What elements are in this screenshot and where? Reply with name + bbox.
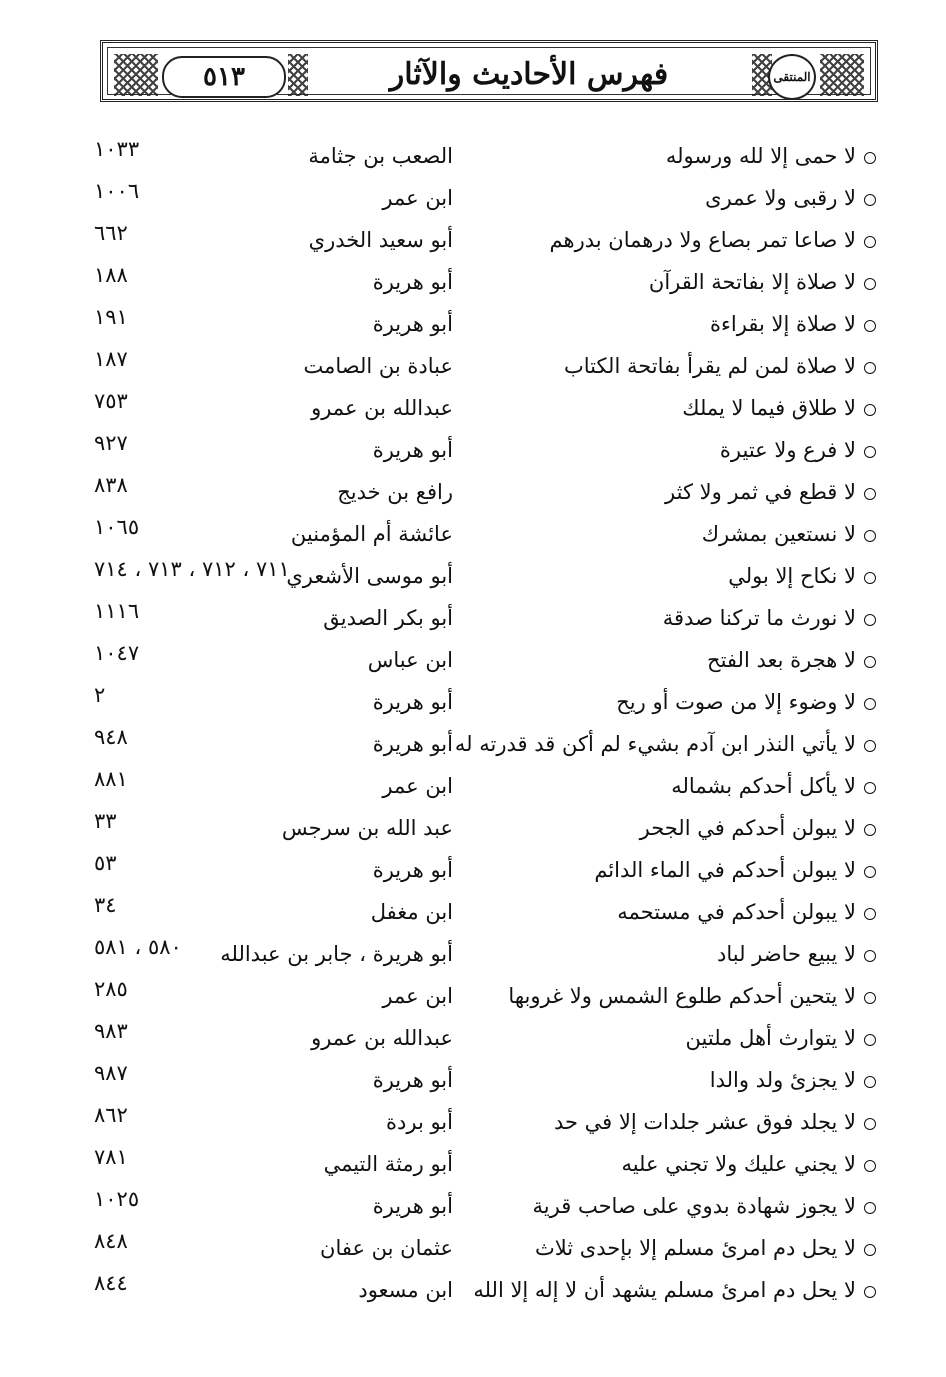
bullet-icon	[864, 152, 876, 164]
hadith-text	[516, 474, 876, 510]
hadith-text	[516, 264, 876, 300]
hadith-label: لا صاعا تمر بصاع ولا درهمان بدرهم	[549, 228, 856, 252]
hadith-label: لا يبولن أحدكم في مستحمه	[617, 900, 856, 924]
hadith-label: لا يحل دم امرئ مسلم يشهد أن لا إله إلا الله	[473, 1278, 856, 1302]
hadith-label: لا نورث ما تركنا صدقة	[662, 606, 856, 630]
hadith-text	[516, 936, 876, 972]
bullet-icon	[864, 866, 876, 878]
bullet-icon	[864, 1244, 876, 1256]
hadith-text	[516, 180, 876, 216]
reference-number: ٩٤٨	[94, 725, 128, 749]
narrator-name: ابن مسعود	[358, 1278, 453, 1302]
hadith-label: لا وضوء إلا من صوت أو ريح	[616, 690, 856, 714]
reference-number: ٥٨٠ ، ٥٨١	[94, 935, 182, 959]
hadith-text	[516, 1020, 876, 1056]
bullet-icon	[864, 1034, 876, 1046]
reference-number: ١٩١	[94, 305, 128, 329]
hadith-label: لا يجلد فوق عشر جلدات إلا في حد	[553, 1110, 856, 1134]
ornament-left-inner-icon	[288, 54, 308, 96]
narrator-name: ابن مغفل	[370, 900, 453, 924]
hadith-text	[473, 1272, 876, 1308]
reference-number: ٧٨١	[94, 1145, 128, 1169]
hadith-text	[516, 306, 876, 342]
narrator-name: أبو موسى الأشعري	[286, 564, 453, 588]
bullet-icon	[864, 1118, 876, 1130]
bullet-icon	[864, 1076, 876, 1088]
hadith-text	[516, 894, 876, 930]
hadith-label: لا يبولن أحدكم في الماء الدائم	[594, 858, 856, 882]
narrator-name: أبو رمثة التيمي	[323, 1152, 453, 1176]
hadith-text	[516, 1146, 876, 1182]
narrator-name: أبو هريرة	[372, 1194, 453, 1218]
reference-number: ١٠٦٥	[94, 515, 140, 539]
ornament-right-icon	[820, 54, 864, 96]
hadith-label: لا يبولن أحدكم في الجحر	[639, 816, 856, 840]
hadith-label: لا يجوز شهادة بدوي على صاحب قرية	[532, 1194, 856, 1218]
hadith-label: لا صلاة إلا بقراءة	[710, 312, 856, 336]
hadith-text	[516, 1104, 876, 1140]
reference-number: ٦٦٢	[94, 221, 128, 245]
narrator-name: أبو هريرة ، جابر بن عبدالله	[220, 942, 453, 966]
hadith-label: لا يتحين أحدكم طلوع الشمس ولا غروبها	[508, 984, 856, 1008]
hadith-label: لا يحل دم امرئ مسلم إلا بإحدى ثلاث	[534, 1236, 856, 1260]
narrator-name: أبو هريرة	[372, 732, 453, 756]
reference-number: ٧٥٣	[94, 389, 128, 413]
reference-number: ٨٤٤	[94, 1271, 128, 1295]
hadith-label: لا طلاق فيما لا يملك	[682, 396, 856, 420]
reference-number: ١٠٢٥	[94, 1187, 140, 1211]
hadith-label: لا حمى إلا لله ورسوله	[665, 144, 856, 168]
hadith-text	[516, 1188, 876, 1224]
hadith-label: لا نستعين بمشرك	[701, 522, 856, 546]
hadith-label: لا صلاة إلا بفاتحة القرآن	[648, 270, 856, 294]
hadith-text	[516, 348, 876, 384]
bullet-icon	[864, 278, 876, 290]
bullet-icon	[864, 740, 876, 752]
hadith-text	[516, 1062, 876, 1098]
reference-number: ٨٨١	[94, 767, 128, 791]
hadith-label: لا هجرة بعد الفتح	[707, 648, 856, 672]
reference-number: ٣٣	[94, 809, 117, 833]
bullet-icon	[864, 404, 876, 416]
hadith-label: لا يأتي النذر ابن آدم بشيء لم أكن قد قدرته له	[454, 732, 856, 756]
narrator-name: عثمان بن عفان	[320, 1236, 453, 1260]
header-frame	[107, 47, 871, 95]
bullet-icon	[864, 782, 876, 794]
reference-number: ١١١٦	[94, 599, 140, 623]
bullet-icon	[864, 1160, 876, 1172]
bullet-icon	[864, 908, 876, 920]
narrator-name: أبو هريرة	[372, 858, 453, 882]
bullet-icon	[864, 236, 876, 248]
bullet-icon	[864, 992, 876, 1004]
reference-number: ١٠٠٦	[94, 179, 140, 203]
bullet-icon	[864, 488, 876, 500]
hadith-label: لا نكاح إلا بولي	[728, 564, 856, 588]
hadith-text	[516, 642, 876, 678]
reference-number: ٩٢٧	[94, 431, 128, 455]
book-logo: المنتقى	[768, 54, 816, 100]
ornament-left-icon	[114, 54, 158, 96]
narrator-name: ابن عمر	[382, 186, 453, 210]
narrator-name: عبادة بن الصامت	[303, 354, 453, 378]
bullet-icon	[864, 1286, 876, 1298]
hadith-text	[516, 390, 876, 426]
reference-number: ١٨٧	[94, 347, 128, 371]
hadith-label: لا يبيع حاضر لباد	[717, 942, 856, 966]
narrator-name: أبو سعيد الخدري	[308, 228, 453, 252]
reference-number: ٨٦٢	[94, 1103, 128, 1127]
reference-number: ٢٨٥	[94, 977, 128, 1001]
bullet-icon	[864, 362, 876, 374]
reference-number: ٩٨٣	[94, 1019, 128, 1043]
bullet-icon	[864, 824, 876, 836]
narrator-name: عائشة أم المؤمنين	[290, 522, 453, 546]
hadith-label: لا فرع ولا عتيرة	[719, 438, 856, 462]
hadith-text	[516, 810, 876, 846]
reference-number: ١٨٨	[94, 263, 128, 287]
hadith-label: لا يجزئ ولد والدا	[709, 1068, 856, 1092]
page-header	[100, 40, 878, 102]
narrator-name: رافع بن خديج	[337, 480, 453, 504]
index-row	[0, 1272, 946, 1314]
bullet-icon	[864, 320, 876, 332]
bullet-icon	[864, 446, 876, 458]
hadith-label: لا قطع في ثمر ولا كثر	[665, 480, 856, 504]
reference-number: ٨٤٨	[94, 1229, 128, 1253]
narrator-name: أبو بردة	[386, 1110, 453, 1134]
bullet-icon	[864, 656, 876, 668]
hadith-text	[516, 852, 876, 888]
bullet-icon	[864, 950, 876, 962]
hadith-text	[516, 138, 876, 174]
narrator-name: عبدالله بن عمرو	[311, 1026, 453, 1050]
narrator-name: أبو هريرة	[372, 690, 453, 714]
narrator-name: أبو هريرة	[372, 1068, 453, 1092]
hadith-label: لا يأكل أحدكم بشماله	[671, 774, 856, 798]
reference-number: ٩٨٧	[94, 1061, 128, 1085]
page-number: ٥١٣	[162, 56, 286, 98]
narrator-name: ابن عباس	[367, 648, 453, 672]
hadith-text	[516, 558, 876, 594]
narrator-name: الصعب بن جثامة	[308, 144, 453, 168]
reference-number: ٢	[94, 683, 106, 707]
narrator-name: أبو هريرة	[372, 312, 453, 336]
narrator-name: عبد الله بن سرجس	[281, 816, 453, 840]
hadith-text	[516, 516, 876, 552]
bullet-icon	[864, 530, 876, 542]
hadith-label: لا يتوارث أهل ملتين	[685, 1026, 856, 1050]
narrator-name: عبدالله بن عمرو	[311, 396, 453, 420]
reference-number: ٥٣	[94, 851, 117, 875]
hadith-text	[508, 978, 876, 1014]
reference-number: ٨٣٨	[94, 473, 128, 497]
narrator-name: ابن عمر	[382, 774, 453, 798]
hadith-label: لا صلاة لمن لم يقرأ بفاتحة الكتاب	[563, 354, 856, 378]
page-title: فهرس الأحاديث والآثار	[389, 56, 669, 92]
narrator-name: أبو هريرة	[372, 438, 453, 462]
reference-number: ١٠٤٧	[94, 641, 140, 665]
hadith-text	[516, 1230, 876, 1266]
hadith-text	[516, 768, 876, 804]
narrator-name: ابن عمر	[382, 984, 453, 1008]
reference-number: ٧١١ ، ٧١٢ ، ٧١٣ ، ٧١٤	[94, 557, 290, 581]
reference-number: ١٠٣٣	[94, 137, 140, 161]
narrator-name: أبو بكر الصديق	[323, 606, 453, 630]
bullet-icon	[864, 1202, 876, 1214]
hadith-text	[516, 600, 876, 636]
reference-number: ٣٤	[94, 893, 117, 917]
bullet-icon	[864, 614, 876, 626]
hadith-text	[516, 432, 876, 468]
hadith-text	[516, 222, 876, 258]
narrator-name: أبو هريرة	[372, 270, 453, 294]
bullet-icon	[864, 194, 876, 206]
hadith-text	[516, 684, 876, 720]
hadith-label: لا رقبى ولا عمرى	[705, 186, 856, 210]
bullet-icon	[864, 572, 876, 584]
bullet-icon	[864, 698, 876, 710]
hadith-text	[454, 726, 876, 762]
hadith-label: لا يجني عليك ولا تجني عليه	[621, 1152, 856, 1176]
